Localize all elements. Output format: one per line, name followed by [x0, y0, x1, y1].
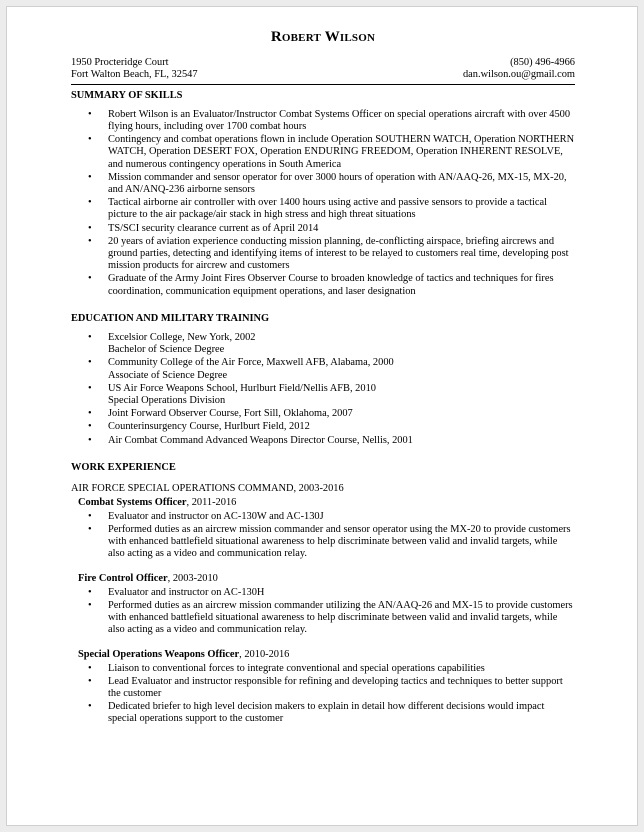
bullet-icon: • [88, 599, 92, 611]
header-divider [71, 84, 575, 85]
skill-item [71, 172, 575, 196]
education-line: Community College of the Air Force, Maxwell AFB, Alabama, 2000 [108, 357, 394, 369]
bullet-icon: • [88, 523, 92, 535]
candidate-name-text: Robert Wilson [270, 29, 376, 45]
education-item [71, 332, 575, 356]
role-title [78, 573, 575, 585]
education-item [71, 408, 575, 420]
skills-list [71, 109, 575, 298]
education-list [71, 332, 575, 447]
bullet-icon: • [88, 421, 92, 433]
contact-right [463, 57, 575, 81]
education-item [71, 421, 575, 433]
duty-item [71, 587, 575, 599]
education-line: Air Combat Command Advanced Weapons Director Course, Nellis, 2001 [108, 434, 413, 446]
duty-item [71, 524, 575, 561]
duty-item [71, 511, 575, 523]
bullet-icon: • [88, 171, 92, 183]
education-subline: Special Operations Division [108, 395, 226, 407]
bullet-icon: • [88, 434, 92, 446]
bullet-icon: • [88, 408, 92, 420]
education-line: Joint Forward Observer Course, Fort Sill, Oklahoma, 2007 [108, 408, 353, 420]
address-block [71, 57, 198, 81]
duty-item [71, 600, 575, 637]
education-subline: Associate of Science Degree [108, 369, 228, 381]
role-duties-list [71, 511, 575, 561]
phone-number: (850) 496-4966 [510, 57, 575, 69]
skill-text: Robert Wilson is an Evaluator/Instructor Combat Systems Officer on special operations aircraft with over 4500 flying hours, including over 1700 combat hours [108, 108, 571, 133]
skill-text: Graduate of the Army Joint Fires Observer Course to broaden knowledge of tactics and techniques for fires coordination, communication equipment operations, and laser designation [108, 273, 554, 297]
role-dates: , 2011-2016 [186, 497, 237, 509]
duty-item [71, 663, 575, 675]
duty-text: Evaluator and instructor on AC-130W and AC-130J [108, 510, 324, 522]
bullet-icon: • [88, 273, 92, 285]
education-item [71, 435, 575, 447]
bullet-icon: • [88, 510, 92, 522]
address-line-1: 1950 Procteridge Court [71, 57, 169, 69]
skill-text: Tactical airborne air controller with over 1400 hours using active and passive sensors to provide a tactical picture to the air package/air stack in high stress and high threat situations [108, 197, 547, 221]
spacer [71, 637, 575, 649]
role-dates: , 2010-2016 [239, 649, 290, 661]
duty-text: Performed duties as an aircrew mission commander and sensor operator using the MX-20 to provide customers with enhanced battlefield situational awareness to help discriminate between valid and invalid targets, while also acting as a video and communication relay. [108, 523, 571, 560]
organization-name: AIR FORCE SPECIAL OPERATIONS COMMAND, 2003-2016 [71, 483, 344, 495]
skill-text: TS/SCI security clearance current as of April 2014 [108, 222, 319, 234]
candidate-name [71, 31, 575, 43]
duty-text: Evaluator and instructor on AC-130H [108, 586, 265, 598]
role-duties-list [71, 663, 575, 726]
resume-page [6, 6, 638, 826]
education-item [71, 383, 575, 407]
duty-item [71, 701, 575, 725]
bullet-icon: • [88, 382, 92, 394]
skill-item [71, 273, 575, 297]
spacer [71, 448, 575, 457]
resume-content [71, 31, 575, 727]
skill-item [71, 223, 575, 235]
email-address: dan.wilson.ou@gmail.com [462, 69, 575, 81]
duty-text: Lead Evaluator and instructor responsible for refining and developing tactics and techniques to better support the customer [108, 675, 563, 699]
bullet-icon: • [88, 197, 92, 209]
duty-text: Dedicated briefer to high level decision makers to explain in detail how different decisions would impact special operations support to the customer [108, 701, 545, 725]
duty-item [71, 676, 575, 700]
contact-block [71, 57, 575, 81]
role-name: Combat Systems Officer [78, 497, 187, 509]
role-name: Special Operations Weapons Officer [78, 649, 240, 661]
bullet-icon: • [88, 701, 92, 713]
role-title [78, 497, 575, 509]
bullet-icon: • [88, 134, 92, 146]
bullet-icon: • [88, 222, 92, 234]
role-name: Fire Control Officer [78, 573, 168, 585]
work-heading: WORK EXPERIENCE [71, 461, 176, 473]
role-title [78, 649, 575, 661]
education-subline: Bachelor of Science Degree [108, 344, 225, 356]
bullet-icon: • [88, 235, 92, 247]
bullet-icon: • [88, 675, 92, 687]
skill-text: 20 years of aviation experience conducting mission planning, de-conflicting airspace, briefing aircrews and ground parties, detecting and identifying items of interest to be relayed to customers real time, developing post mission products for aircrew and customers [108, 235, 569, 272]
bullet-icon: • [88, 662, 92, 674]
bullet-icon: • [88, 108, 92, 120]
education-heading: EDUCATION AND MILITARY TRAINING [71, 312, 270, 324]
skill-text: Mission commander and sensor operator for over 3000 hours of operation with AN/AAQ-26, MX-15, MX-20, and AN/ANQ-236 airborne sensors [108, 171, 567, 196]
bullet-icon: • [88, 586, 92, 598]
spacer [71, 299, 575, 308]
skill-item [71, 134, 575, 171]
spacer [71, 561, 575, 573]
bullet-icon: • [88, 357, 92, 369]
duty-text: Performed duties as an aircrew mission commander utilizing the AN/AAQ-26 and MX-15 to provide customers with enhanced battlefield situational awareness to help discriminate between valid and invalid targets, while also acting as a video and communication relay. [108, 599, 573, 636]
role-duties-list [71, 587, 575, 637]
skill-item [71, 236, 575, 273]
skill-item [71, 197, 575, 221]
role-dates: , 2003-2010 [167, 573, 218, 585]
skill-text: Contingency and combat operations flown in include Operation SOUTHERN WATCH, Operation NORTHERN WATCH, Operation DESERT FOX, Operation ENDURING FREEDOM, Operation INHERENT RESOLVE, and numerous contingency operations in South America [108, 134, 575, 170]
education-line: US Air Force Weapons School, Hurlburt Field/Nellis AFB, 2010 [108, 382, 376, 394]
education-line: Counterinsurgency Course, Hurlburt Field, 2012 [108, 421, 310, 433]
duty-text: Liaison to conventional forces to integrate conventional and special operations capabilities [108, 662, 485, 674]
education-item [71, 357, 575, 381]
skill-item [71, 109, 575, 133]
education-line: Excelsior College, New York, 2002 [108, 332, 256, 344]
address-line-2: Fort Walton Beach, FL, 32547 [71, 69, 198, 81]
bullet-icon: • [88, 332, 92, 344]
skills-heading: SUMMARY OF SKILLS [71, 89, 183, 101]
